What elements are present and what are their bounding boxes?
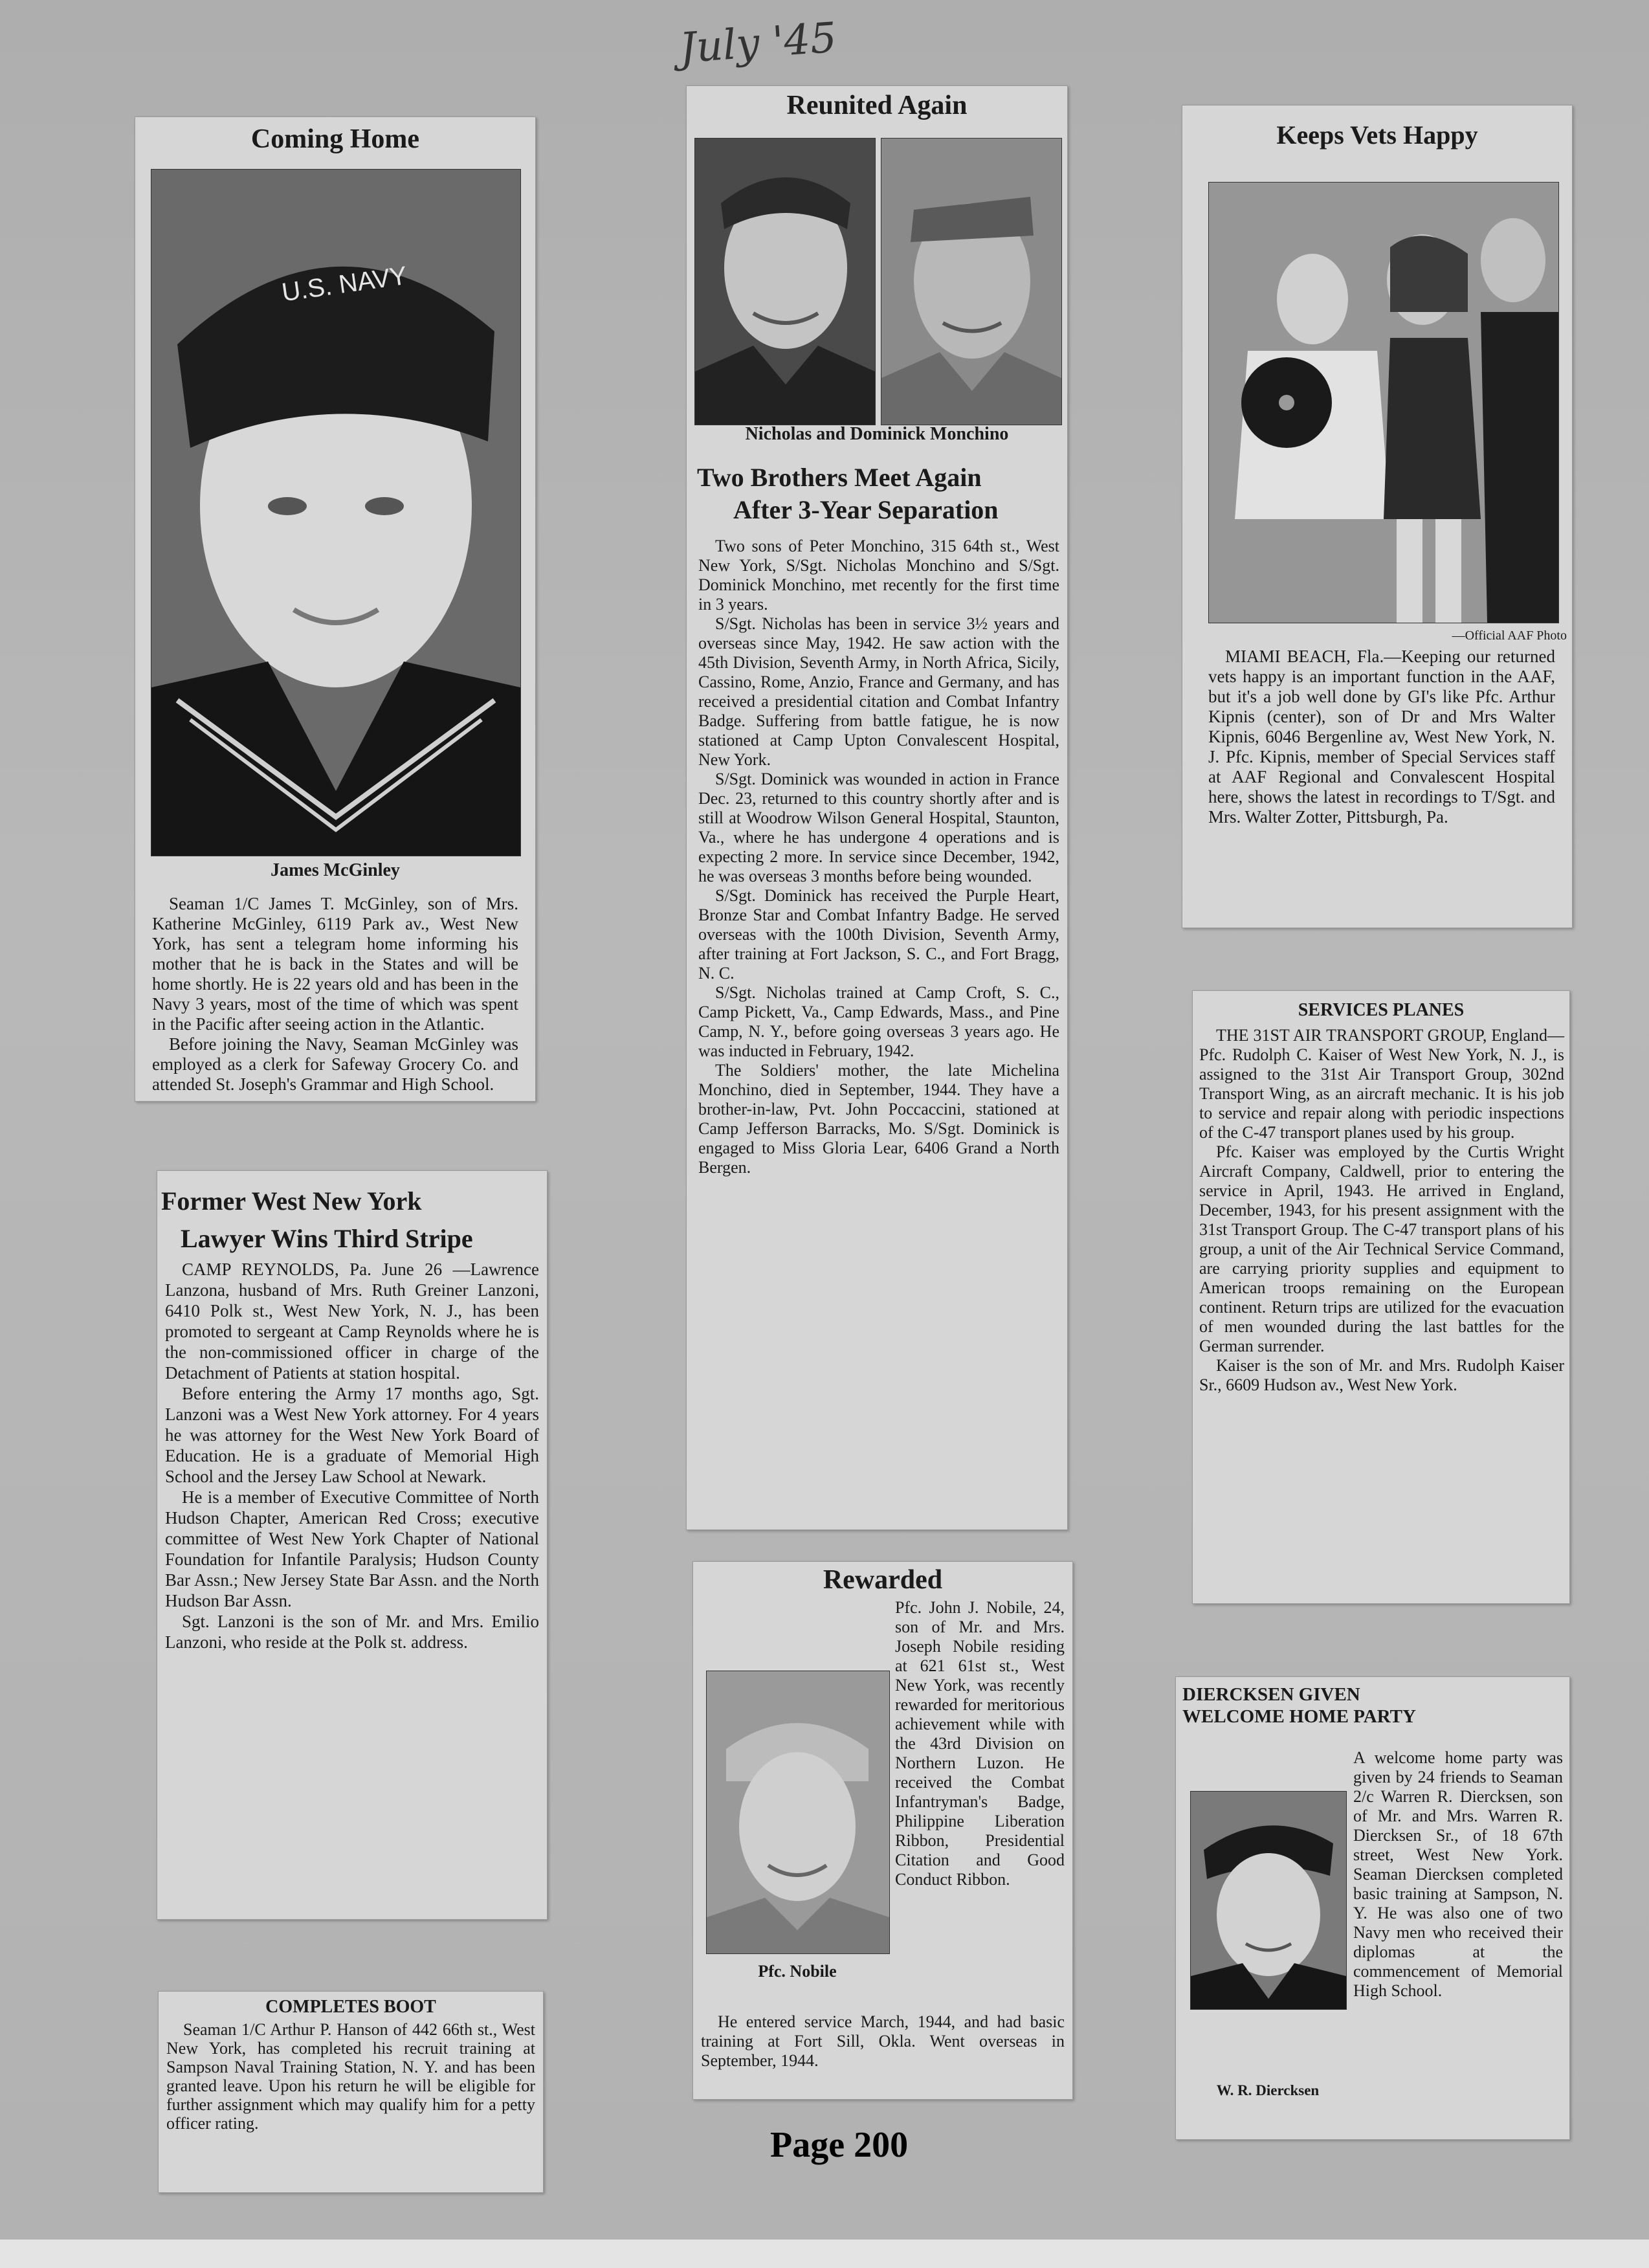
paragraph: S/Sgt. Nicholas has been in service 3½ years and overseas since May, 1942. He saw action with the 45th Division, Seventh Army, in North Africa, Sicily, Cassino, Rome, Anzio, France and Germany, and has received a presidential citation and Combat Infantry Badge. Suffering from battle fatigue, he is now stationed at Camp Upton Convalescent Hospital, New York.: [698, 614, 1059, 769]
article-body: [166, 2020, 535, 2133]
paragraph: He is a member of Executive Committee of North Hudson Chapter, American Red Cross; executive committee of West New York Chapter of National Foundation for Infantile Paralysis; Hudson County Bar Assn.; New Jersey State Bar Assn. and the North Hudson Bar Assn.: [165, 1487, 539, 1610]
svg-text:U.S. NAVY: U.S. NAVY: [280, 261, 409, 307]
photo-kipnis-recordings: [1208, 182, 1559, 623]
headline-line: Two Brothers Meet Again: [697, 463, 982, 492]
paragraph: He entered service March, 1944, and had basic training at Fort Sill, Okla. Went overseas in September, 1944.: [701, 2012, 1065, 2070]
paragraph: Kaiser is the son of Mr. and Mrs. Rudolph Kaiser Sr., 6609 Hudson av., West New York.: [1199, 1356, 1564, 1394]
clipping-completes-boot: [158, 1991, 544, 2193]
paragraph: Two sons of Peter Monchino, 315 64th st., West New York, S/Sgt. Nicholas Monchino and S/Sgt. Dominick Monchino, met recently for the first time in 3 years.: [698, 537, 1059, 614]
clipping-heading: COMPLETES BOOT: [265, 1997, 436, 2017]
article-headline: [161, 1183, 543, 1258]
paragraph: Sgt. Lanzoni is the son of Mr. and Mrs. Emilio Lanzoni, who reside at the Polk st. address.: [165, 1612, 539, 1652]
photo-credit: —Official AAF Photo: [1452, 628, 1567, 643]
article-headline: [697, 461, 1061, 526]
paragraph: Pfc. Kaiser was employed by the Curtis Wright Aircraft Company, Caldwell, prior to entering the service in April, 1943. He arrived in England, December, 1943, for his present assignment with the 31st Transport Group. The C-47 transport plans of his group, a unit of the Air Technical Service Command, are carrying priority supplies and equipment to American troops remaining on the European continent. Return trips are utilized for the evacuation of men wounded during the last battles for the German surrender.: [1199, 1142, 1564, 1355]
article-body: [1199, 1026, 1564, 1395]
clipping-heading: Coming Home: [250, 124, 420, 154]
paragraph: CAMP REYNOLDS, Pa. June 26 —Lawrence Lanzona, husband of Mrs. Ruth Greiner Lanzoni, 6410 Polk st., West New York, N. J., has been promoted to sergeant at Camp Reynolds where he is the non-commissioned officer in charge of the Detachment of Patients at station hospital.: [165, 1260, 539, 1383]
sailor-portrait-icon: [151, 170, 520, 856]
scan-bottom-strip: [0, 2240, 1649, 2268]
paragraph: Seaman 1/C Arthur P. Hanson of 442 66th st., West New York, has completed his recruit training at Sampson Naval Training Station, N. Y. and has been granted leave. Upon his return he will be eligible for further assignment which may qualify him for a petty officer rating.: [166, 2020, 535, 2133]
paragraph: S/Sgt. Dominick was wounded in action in France Dec. 23, returned to this country shortly after and is still at Woodrow Wilson General Hospital, Staunton, Va., where he has undergone 4 operations and is expecting 2 more. In service since December, 1942, he was overseas 3 months before being wounded.: [698, 770, 1059, 885]
photo-caption: Nicholas and Dominick Monchino: [745, 424, 1009, 444]
clipping-services-planes: [1192, 990, 1570, 1604]
photo-james-mcginley: [151, 169, 521, 856]
photo-nicholas-monchino: [694, 138, 876, 425]
article-body: [1184, 1748, 1563, 2117]
paragraph: Seaman 1/C James T. McGinley, son of Mrs. Katherine McGinley, 6119 Park av., West New York, has sent a telegram home informing his mother that he is back in the States and will be home shortly. He is 22 years old and has been in the Navy 3 years, most of the time of which was spent in the Pacific after seeing action in the Atlantic.: [152, 894, 518, 1034]
clipping-heading: Rewarded: [823, 1565, 943, 1595]
clipping-reunited-again: [686, 85, 1068, 1530]
article-body-continued: [701, 2012, 1065, 2071]
soldier-portrait-icon: [881, 139, 1061, 425]
article-body: [152, 894, 518, 1095]
photo-caption: James McGinley: [271, 860, 400, 880]
headline-line: Lawyer Wins Third Stripe: [181, 1224, 473, 1253]
clipping-former-lawyer: [157, 1170, 548, 1920]
clipping-heading: Reunited Again: [786, 91, 968, 120]
photo-caption: W. R. Diercksen: [1216, 2082, 1320, 2098]
paragraph: THE 31ST AIR TRANSPORT GROUP, England—Pfc. Rudolph C. Kaiser of West New York, N. J., is assigned to the 31st Air Transport Group, 302nd Transport Wing, as an aircraft mechanic. It is his job to service and repair along with periodic inspections of the C-47 transport planes used by his group.: [1199, 1026, 1564, 1142]
paragraph: MIAMI BEACH, Fla.—Keeping our returned vets happy is an important function in the AAF, but it's a job well done by GI's like Pfc. Arthur Kipnis (center), son of Dr and Mrs Walter Kipnis, 6046 Bergenline av, West New York, N. J. Pfc. Kipnis, member of Special Services staff at AAF Regional and Convalescent Hospital here, shows the latest in recordings to T/Sgt. and Mrs. Walter Zotter, Pittsburgh, Pa.: [1208, 647, 1555, 827]
soldier-portrait-icon: [695, 139, 875, 425]
headline-line: Former West New York: [161, 1186, 422, 1216]
paragraph: Before joining the Navy, Seaman McGinley was employed as a clerk for Safeway Grocery Co. and attended St. Joseph's Grammar and High School.: [152, 1034, 518, 1094]
page-number: Page 200: [770, 2125, 909, 2165]
article-headline: [1182, 1684, 1416, 1728]
headline-line: After 3-Year Separation: [733, 495, 999, 524]
paragraph: Before entering the Army 17 months ago, Sgt. Lanzoni was a West New York attorney. For 4 years he was attorney for the West New York Board of Education. He is a graduate of Memorial High School and the Jersey Law School at Newark.: [165, 1384, 539, 1486]
article-body: [165, 1259, 539, 1652]
photo-caption: Pfc. Nobile: [758, 1962, 837, 1981]
article-body: [701, 1598, 1065, 2025]
group-photo-icon: [1209, 183, 1558, 623]
paragraph: S/Sgt. Nicholas trained at Camp Croft, S. C., Camp Pickett, Va., Camp Edwards, Mass., and Pine Camp, N. Y., before going overseas 3 years ago. He was inducted in February, 1942.: [698, 983, 1059, 1060]
clipping-coming-home: [135, 117, 536, 1102]
article-body: [698, 537, 1059, 1177]
clipping-heading: SERVICES PLANES: [1298, 1000, 1465, 1020]
paragraph: The Soldiers' mother, the late Michelina Monchino, died in September, 1944. They have a brother-in-law, Pvt. John Poccaccini, stationed at Camp Jefferson Barracks, Mo. S/Sgt. Dominick is engaged to Miss Gloria Lear, 6406 Grand a North Bergen.: [698, 1061, 1059, 1177]
photo-dominick-monchino: [881, 138, 1062, 425]
clipping-keeps-vets-happy: [1182, 105, 1573, 928]
clipping-rewarded: [692, 1561, 1073, 2100]
clipping-diercksen: [1175, 1676, 1570, 2140]
article-body: [1208, 647, 1555, 827]
headline-line: DIERCKSEN GIVEN: [1182, 1684, 1360, 1705]
clipping-heading: Keeps Vets Happy: [1276, 120, 1478, 150]
paragraph: Pfc. John J. Nobile, 24, son of Mr. and Mrs. Joseph Nobile residing at 621 61st st., West New York, was recently rewarded for meritorious achievement while with the 43rd Division on Northern Luzon. He received the Combat Infantryman's Badge, Philippine Liberation Ribbon, Presidential Citation and Good Conduct Ribbon.: [895, 1598, 1065, 1889]
paragraph: A welcome home party was given by 24 friends to Seaman 2/c Warren R. Diercksen, son of Mr. and Mrs. Warren R. Diercksen Sr., of 18 67th street, West New York. Seaman Diercksen completed basic training at Sampson, N. Y. He was also one of two Navy men who received their diplomas at the commencement of Memorial High School.: [1353, 1748, 1563, 2000]
paragraph: S/Sgt. Dominick has received the Purple Heart, Bronze Star and Combat Infantry Badge. He served overseas with the 100th Division, Seventh Army, after training at Fort Jackson, S. C., and Fort Bragg, N. C.: [698, 886, 1059, 983]
handwritten-date-note: July '45: [678, 14, 839, 73]
headline-line: WELCOME HOME PARTY: [1182, 1706, 1416, 1727]
